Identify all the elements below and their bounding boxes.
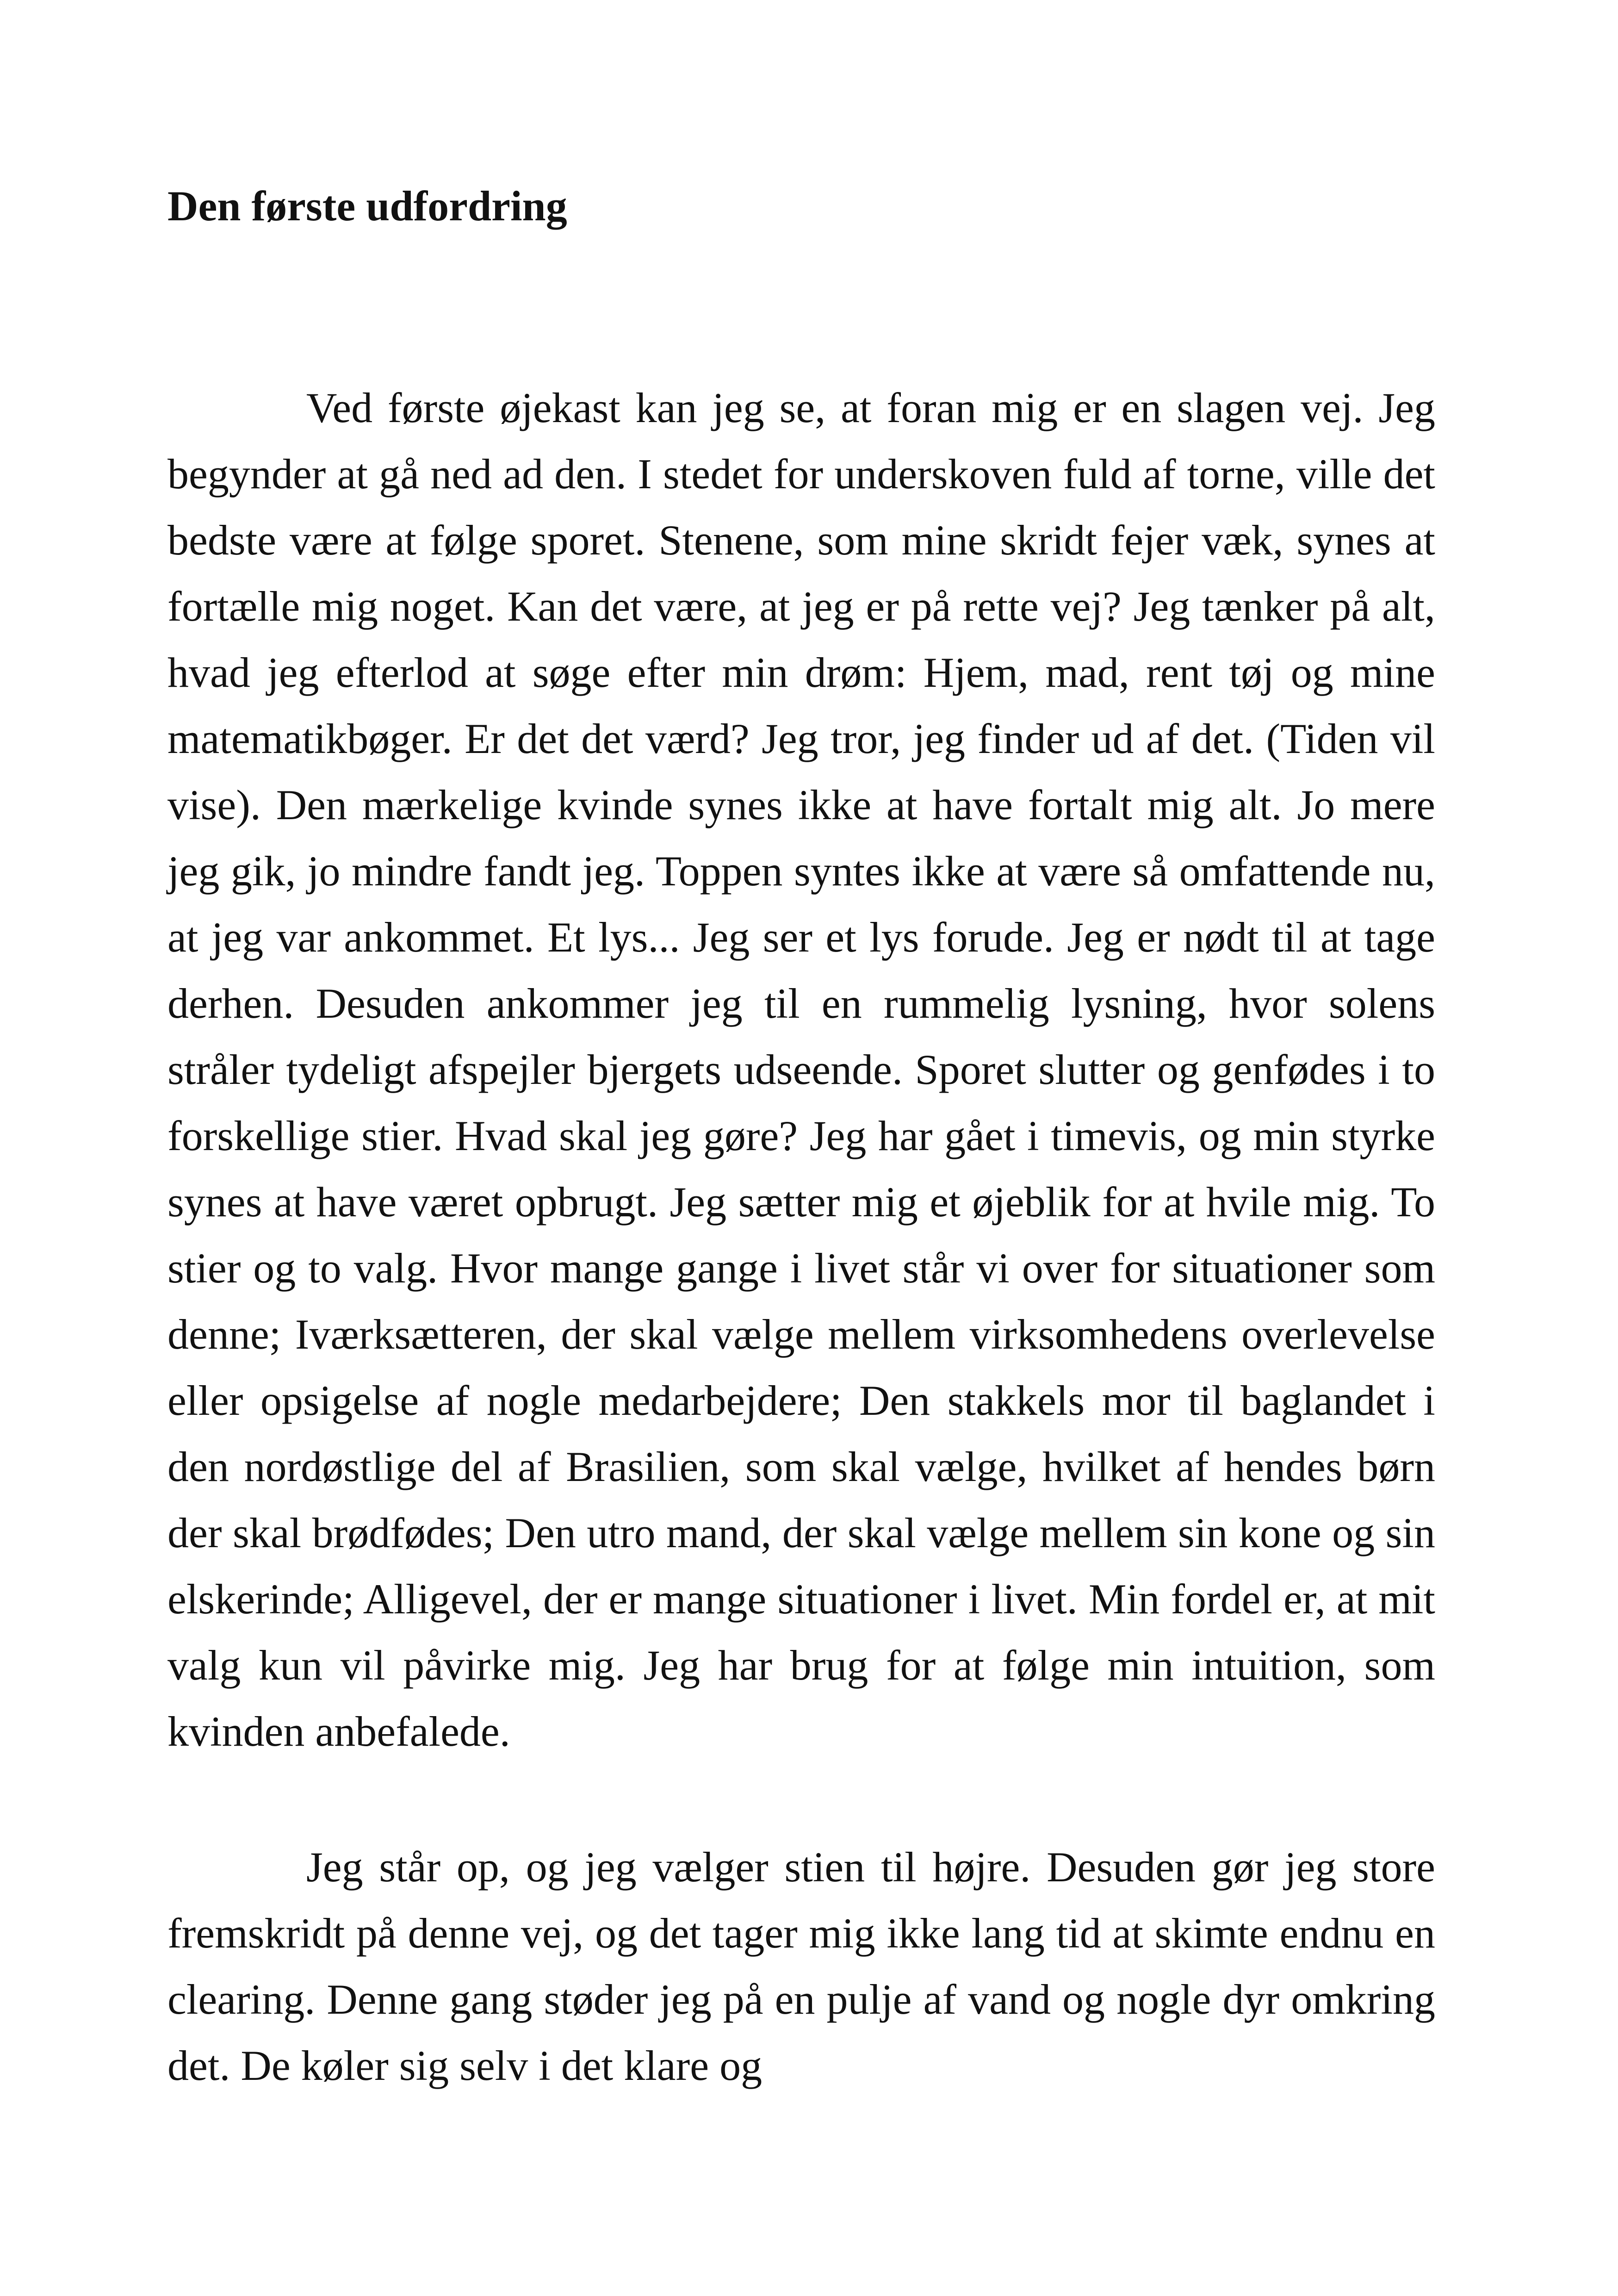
- paragraph-2: Jeg står op, og jeg vælger stien til højre. Desuden gør jeg store fremskridt på denne vej, og det tager mig ikke lang tid at skimte endnu en clearing. Denne gang støder jeg på en pulje af vand og nogle dyr omkring det. De køler sig selv i det klare og: [167, 1843, 1435, 2089]
- chapter-title: Den første udfordring: [167, 182, 567, 230]
- page-content: [167, 176, 1435, 2168]
- paragraph-1: Ved første øjekast kan jeg se, at foran mig er en slagen vej. Jeg begynder at gå ned ad den. I stedet for underskoven fuld af torne, ville det bedste være at følge sporet. Stenene, som mine skridt fejer væk, synes at fortælle mig noget. Kan det være, at jeg er på rette vej? Jeg tænker på alt, hvad jeg efterlod at søge efter min drøm: Hjem, mad, rent tøj og mine matematikbøger. Er det det værd? Jeg tror, jeg finder ud af det. (Tiden vil vise). Den mærkelige kvinde synes ikke at have fortalt mig alt. Jo mere jeg gik, jo mindre fandt jeg. Toppen syntes ikke at være så omfattende nu, at jeg var ankommet. Et lys... Jeg ser et lys forude. Jeg er nødt til at tage derhen. Desuden ankommer jeg til en rummelig lysning, hvor solens stråler tydeligt afspejler bjergets udseende. Sporet slutter og genfødes i to forskellige stier. Hvad skal jeg gøre? Jeg har gået i timevis, og min styrke synes at have været opbrugt. Jeg sætter mig et øjeblik for at hvile mig. To stier og to valg. Hvor mange gange i livet står vi over for situationer som denne; Iværksætteren, der skal vælge mellem virksomhedens overlevelse eller opsigelse af nogle medarbejdere; Den stakkels mor til baglandet i den nordøstlige del af Brasilien, som skal vælge, hvilket af hendes børn der skal brødfødes; Den utro mand, der skal vælge mellem sin kone og sin elskerinde; Alligevel, der er mange situationer i livet. Min fordel er, at mit valg kun vil påvirke mig. Jeg har brug for at følge min intuition, som kvinden anbefalede.: [167, 384, 1435, 1755]
